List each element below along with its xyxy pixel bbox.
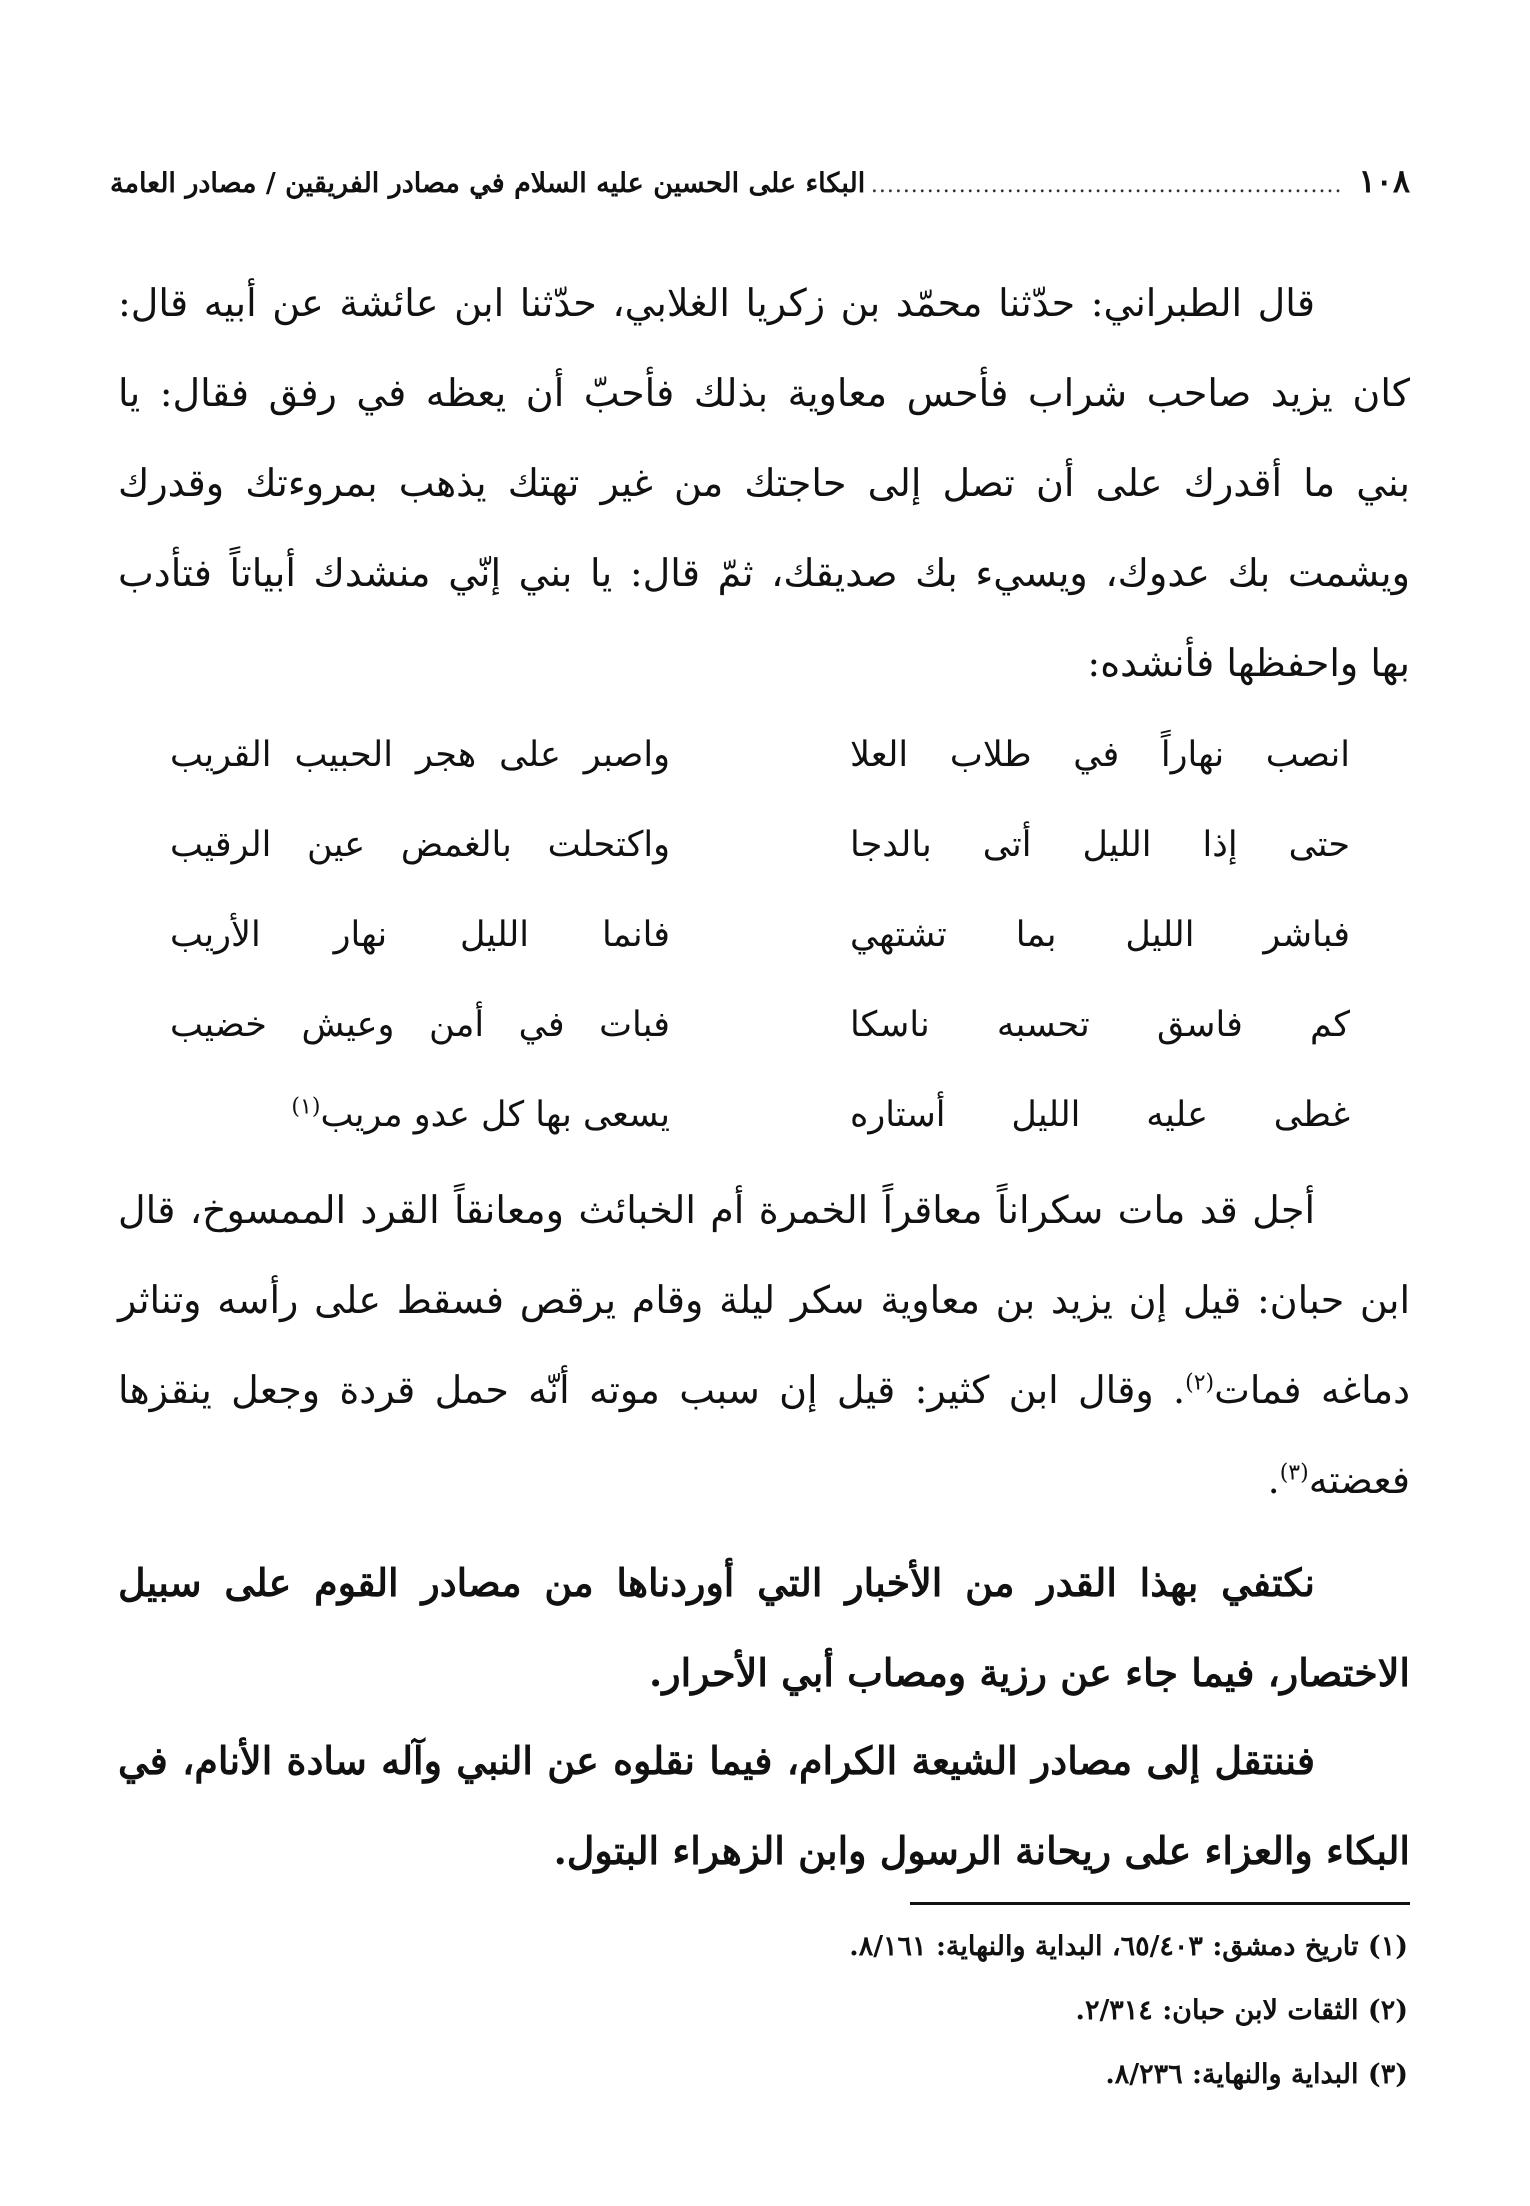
header-title: البكاء على الحسين عليه السلام في مصادر الفريقين / مصادر العامة bbox=[110, 168, 866, 199]
paragraph-line: قال الطبراني: حدّثنا محمّد بن زكريا الغلابي، حدّثنا ابن عائشة عن أبيه قال: bbox=[118, 281, 1315, 325]
verse-first-hemistich: حتى إذا الليل أتى بالدجا bbox=[850, 825, 1350, 865]
paragraph-line: بها واحفظها فأنشده: bbox=[1087, 641, 1410, 685]
footnote-separator bbox=[910, 1902, 1410, 1905]
paragraph-line bbox=[118, 1435, 1410, 1525]
poem-verse bbox=[170, 890, 1350, 980]
leader-dots bbox=[871, 173, 1342, 198]
verse-second-hemistich bbox=[170, 1095, 670, 1135]
text-run: . bbox=[1267, 1458, 1280, 1502]
paragraph-3 bbox=[118, 1538, 1410, 1718]
poem-verse bbox=[170, 1070, 1350, 1160]
verse-second-hemistich: فانما الليل نهار الأريب bbox=[170, 915, 670, 955]
running-header bbox=[110, 162, 1410, 200]
paragraph-line: بني ما أقدرك على أن تصل إلى حاجتك من غير تهتك يذهب بمروءتك وقدرك bbox=[118, 461, 1410, 505]
paragraph-line bbox=[118, 1345, 1410, 1435]
text-run: . وقال ابن كثير: قيل إن سبب موته أنّه حمل قردة وجعل ينقزها bbox=[118, 1368, 1186, 1412]
footnote: (٢) الثقات لابن حبان: ٢/٣١٤. bbox=[1075, 1995, 1408, 2026]
page-number: ١٠٨ bbox=[1358, 162, 1410, 200]
verse-first-hemistich: انصب نهاراً في طلاب العلا bbox=[850, 735, 1350, 775]
footnote: (٣) البداية والنهاية: ٨/٢٣٦. bbox=[1105, 2059, 1408, 2090]
verse-first-hemistich: كم فاسق تحسبه ناسكا bbox=[850, 1005, 1350, 1045]
verse-text: يسعى بها كل عدو مريب bbox=[320, 1095, 670, 1135]
poem-verse bbox=[170, 980, 1350, 1070]
paragraph-2 bbox=[118, 1165, 1410, 1525]
paragraph-line: أجل قد مات سكراناً معاقراً الخمرة أم الخبائث ومعانقاً القرد الممسوخ، قال bbox=[118, 1188, 1315, 1232]
paragraph-4 bbox=[118, 1716, 1410, 1896]
footnotes bbox=[300, 1915, 1408, 2107]
footnote-marker: (٣) bbox=[1279, 1460, 1309, 1486]
verse-second-hemistich: فبات في أمن وعيش خضيب bbox=[170, 1005, 670, 1045]
paragraph-line: كان يزيد صاحب شراب فأحس معاوية بذلك فأحبّ أن يعظه في رفق فقال: يا bbox=[118, 371, 1410, 415]
text-run: دماغه فمات bbox=[1214, 1368, 1410, 1412]
verse-second-hemistich: واكتحلت بالغمض عين الرقيب bbox=[170, 825, 670, 865]
paragraph-line: نكتفي بهذا القدر من الأخبار التي أوردناها من مصادر القوم على سبيل bbox=[118, 1560, 1315, 1605]
paragraph-line: البكاء والعزاء على ريحانة الرسول وابن الزهراء البتول. bbox=[553, 1828, 1410, 1873]
footnote: (١) تاريخ دمشق: ٦٥/٤٠٣، البداية والنهاية: ٨/١٦١. bbox=[849, 1931, 1408, 1962]
verse-second-hemistich: واصبر على هجر الحبيب القريب bbox=[170, 735, 670, 775]
paragraph-line: ابن حبان: قيل إن يزيد بن معاوية سكر ليلة وقام يرقص فسقط على رأسه وتناثر bbox=[118, 1278, 1410, 1322]
poem-verse bbox=[170, 800, 1350, 890]
paragraph-line: ويشمت بك عدوك، ويسيء بك صديقك، ثمّ قال: يا بني إنّي منشدك أبياتاً فتأدب bbox=[118, 551, 1410, 595]
paragraph-line: فننتقل إلى مصادر الشيعة الكرام، فيما نقلوه عن النبي وآله سادة الأنام، في bbox=[118, 1738, 1315, 1783]
verse-first-hemistich: غطى عليه الليل أستاره bbox=[850, 1095, 1350, 1135]
poem bbox=[170, 710, 1350, 1160]
poem-verse bbox=[170, 710, 1350, 800]
paragraph-1 bbox=[118, 258, 1410, 708]
footnote-marker: (١) bbox=[291, 1094, 321, 1120]
text-run: فعضته bbox=[1308, 1458, 1410, 1502]
paragraph-line: الاختصار، فيما جاء عن رزية ومصاب أبي الأحرار. bbox=[649, 1650, 1410, 1695]
verse-first-hemistich: فباشر الليل بما تشتهي bbox=[850, 915, 1350, 955]
footnote-marker: (٢) bbox=[1185, 1370, 1215, 1396]
